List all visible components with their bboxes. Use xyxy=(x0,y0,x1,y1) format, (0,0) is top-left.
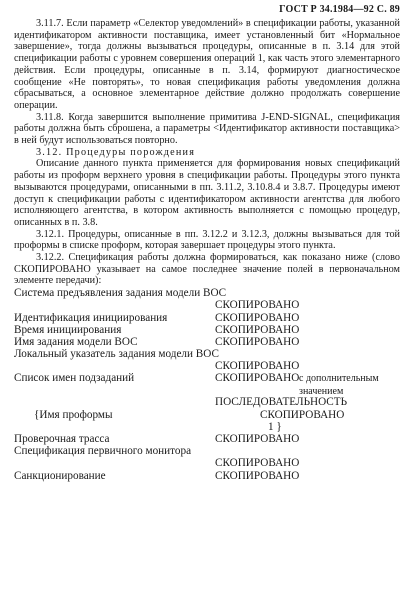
page-header: ГОСТ Р 34.1984—92 С. 89 xyxy=(279,4,400,15)
row-label: Время инициирования xyxy=(14,323,122,336)
paragraph-3-12-1: 3.12.1. Процедуры, описанные в пп. 3.12.2 и 3.12.3, должны вызываться для той проформы в списке проформ, которая завершает процедуры этого пункта. xyxy=(14,228,400,252)
table-row xyxy=(14,409,400,421)
row-value: СКОПИРОВАНО xyxy=(260,408,345,421)
table-row xyxy=(14,336,400,348)
table-row xyxy=(14,445,400,457)
job-spec-table xyxy=(14,287,400,482)
row-value: СКОПИРОВАНО xyxy=(215,323,300,336)
table-row xyxy=(14,287,400,299)
table-row xyxy=(14,372,400,396)
row-label: Локальный указатель задания модели ВОС xyxy=(14,348,219,361)
table-row xyxy=(14,360,400,372)
table-row xyxy=(14,312,400,324)
row-value: СКОПИРОВАНО xyxy=(215,360,300,373)
row-label: {Имя проформы xyxy=(34,408,113,421)
row-label: Проверочная трасса xyxy=(14,433,110,446)
row-label: Имя задания модели ВОС xyxy=(14,335,138,348)
row-label: Список имен подзаданий xyxy=(14,372,135,385)
row-value: СКОПИРОВАНО xyxy=(215,457,300,470)
paragraph-3-12-intro: Описание данного пункта применяется для формирования новых спецификаций работы из проформ верхнего уровня в спецификации работы. Процедуры этого пункта вызываются процедурами, описанными в пп. 3.11.2, 3.10.8.4 и 3.8.7. Процедуры имеют доступ к спецификации работы с идентификатором активности агентства для любого исполняющего агентства, в котором активность выполняется с помощью процедур, описанных в п. 3.8. xyxy=(14,158,400,228)
section-heading: 3.12. Процедуры порождения xyxy=(36,146,196,158)
paragraph-3-11-8: 3.11.8. Когда завершится выполнение примитива J-END-SIGNAL, спецификация работы должна быть сброшена, а параметры <Идентификатор активности поставщика> в ней будут использоваться повторно. xyxy=(14,111,400,147)
paragraph-3-11-7: 3.11.7. Если параметр «Селектор уведомлений» в спецификации работы, указанной идентификатором активности поставщика, имеет установленный бит «Нормальное завершение», тогда должны вызываться процедуры, описанные в п. 3.14 для этой спецификации работы с уровнем совершения операций 1, как часть этого элементарного действия. Если процедуры, описанные в п. 3.14, формируют диагностическое сообщение «Не повторять», то новая спецификация работы уведомления должна сбрасываться, а основное элементарное действие должно продолжать совершение операции. xyxy=(14,18,400,111)
row-label: Система предъявления задания модели ВОС xyxy=(14,287,227,300)
table-row xyxy=(14,348,400,360)
table-row xyxy=(14,433,400,445)
table-row xyxy=(14,324,400,336)
row-label: Спецификация первичного монитора xyxy=(14,445,192,458)
table-row xyxy=(14,421,400,433)
row-value: СКОПИРОВАНО xyxy=(215,372,300,385)
row-value: ПОСЛЕДОВАТЕЛЬНОСТЬ xyxy=(215,396,348,409)
row-label: Идентификация инициирования xyxy=(14,311,168,324)
table-row xyxy=(14,470,400,482)
row-suffix: с дополнительным значением xyxy=(299,373,379,397)
row-value: СКОПИРОВАНО xyxy=(215,335,300,348)
document-body xyxy=(14,18,400,482)
row-label: Санкционирование xyxy=(14,469,106,482)
table-row xyxy=(14,457,400,469)
row-value: 1 } xyxy=(268,420,282,433)
row-value: СКОПИРОВАНО xyxy=(215,469,300,482)
table-row xyxy=(14,299,400,311)
paragraph-3-12-2: 3.12.2. Спецификация работы должна формироваться, как показано ниже (слово СКОПИРОВАНО указывает на самое последнее значение полей в первоначальном элементе передачи): xyxy=(14,252,400,287)
row-value: СКОПИРОВАНО xyxy=(215,311,300,324)
table-row xyxy=(14,396,400,408)
row-value: СКОПИРОВАНО xyxy=(215,299,300,312)
row-value: СКОПИРОВАНО xyxy=(215,433,300,446)
